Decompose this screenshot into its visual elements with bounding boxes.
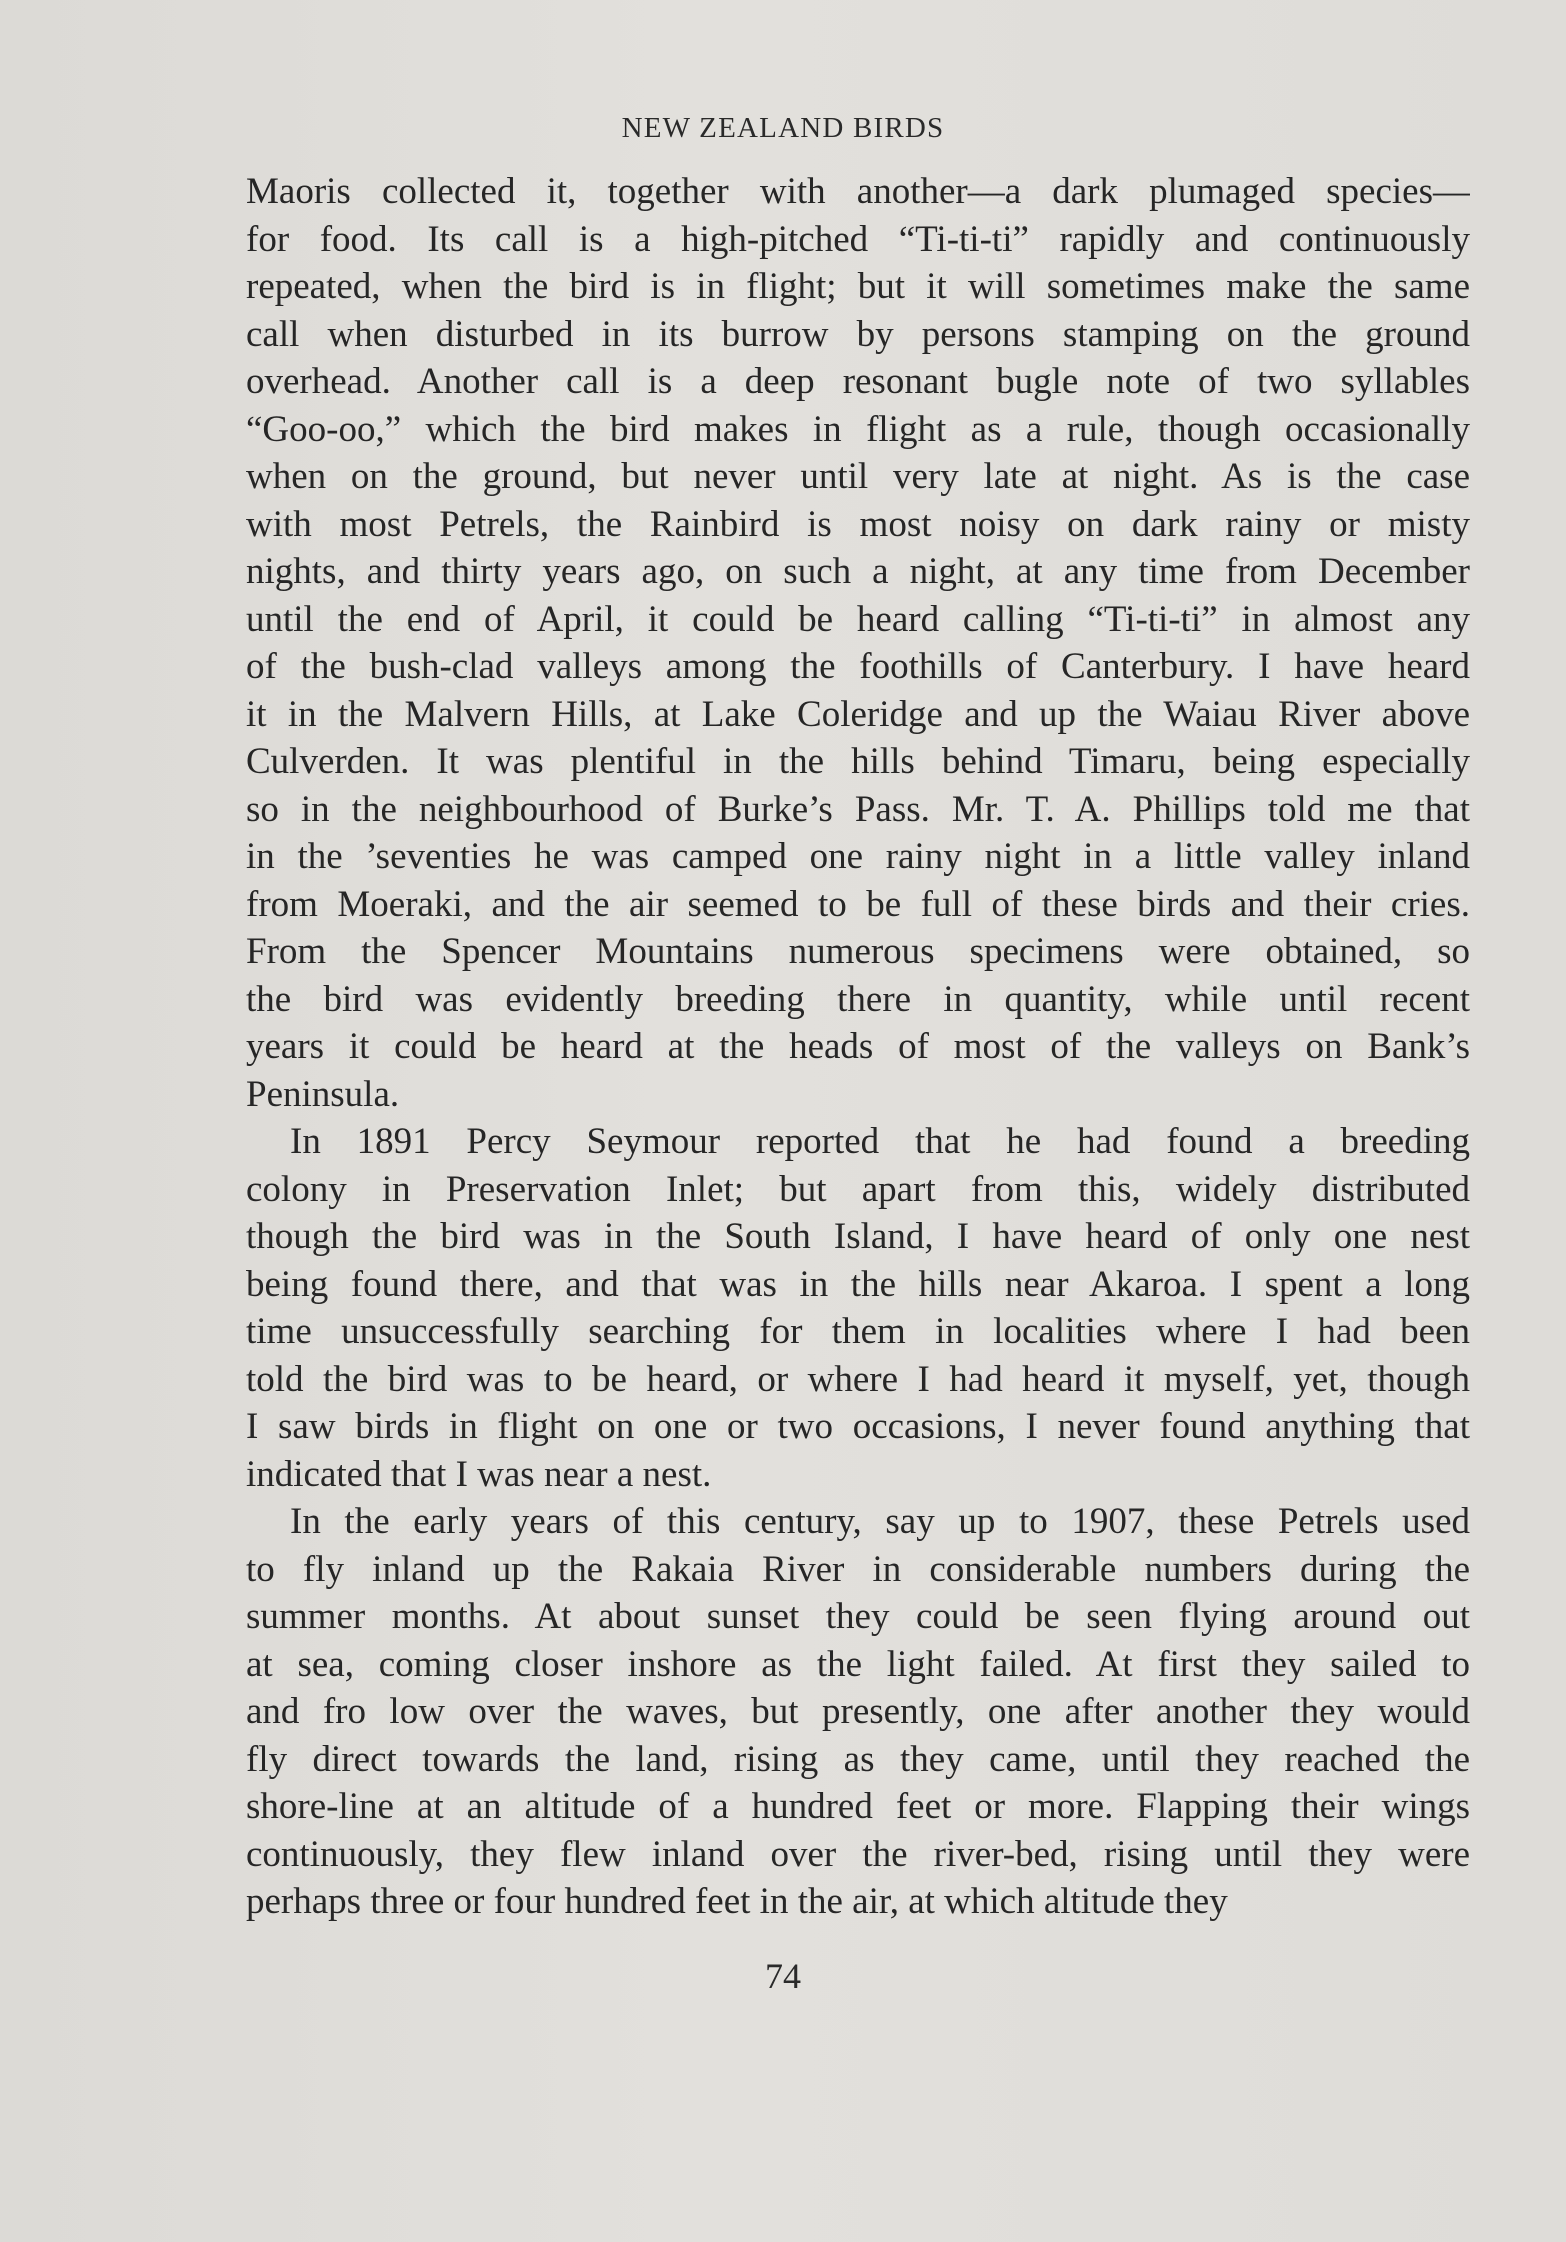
text-line: and fro low over the waves, but presently, one after another they would <box>246 1691 1470 1732</box>
body-text <box>246 168 1470 1926</box>
text-line: told the bird was to be heard, or where I had heard it myself, yet, though <box>246 1358 1470 1400</box>
text-line: from Moeraki, and the air seemed to be full of these birds and their cries. <box>246 883 1470 925</box>
text-line: the bird was evidently breeding there in quantity, while until recent <box>246 978 1470 1020</box>
text-line: years it could be heard at the heads of most of the valleys on Bank’s <box>246 1026 1470 1067</box>
text-line: From the Spencer Mountains numerous specimens were obtained, so <box>246 931 1470 972</box>
paragraph <box>246 168 1470 1118</box>
text-line: In 1891 Percy Seymour reported that he had found a breeding <box>290 1121 1470 1162</box>
text-line: colony in Preservation Inlet; but apart from this, widely distributed <box>246 1168 1470 1210</box>
text-line: indicated that I was near a nest. <box>246 1453 712 1495</box>
text-line: at sea, coming closer inshore as the light failed. At first they sailed to <box>246 1643 1470 1685</box>
text-line: In the early years of this century, say up to 1907, these Petrels used <box>290 1501 1470 1542</box>
text-line: in the ’seventies he was camped one rainy night in a little valley inland <box>246 836 1470 877</box>
text-line: repeated, when the bird is in flight; but it will sometimes make the same <box>246 266 1470 307</box>
text-line: of the bush-clad valleys among the foothills of Canterbury. I have heard <box>246 646 1470 687</box>
paragraph <box>246 1498 1470 1926</box>
paragraph <box>246 1118 1470 1498</box>
text-line: perhaps three or four hundred feet in the air, at which altitude they <box>246 1881 1228 1922</box>
text-line: for food. Its call is a high-pitched “Ti-ti-ti” rapidly and continuously <box>246 218 1470 260</box>
text-line: call when disturbed in its burrow by persons stamping on the ground <box>246 313 1470 355</box>
text-line: fly direct towards the land, rising as they came, until they reached the <box>246 1738 1470 1780</box>
text-line: Culverden. It was plentiful in the hills behind Timaru, being especially <box>246 741 1470 782</box>
text-line: Peninsula. <box>246 1073 400 1115</box>
text-line: to fly inland up the Rakaia River in considerable numbers during the <box>246 1548 1470 1590</box>
text-line: nights, and thirty years ago, on such a night, at any time from December <box>246 551 1470 592</box>
page-number: 74 <box>765 1956 801 1996</box>
running-head: NEW ZEALAND BIRDS <box>621 112 945 144</box>
text-line: time unsuccessfully searching for them in localities where I had been <box>246 1311 1470 1352</box>
text-line: shore-line at an altitude of a hundred feet or more. Flapping their wings <box>246 1786 1470 1827</box>
text-line: “Goo-oo,” which the bird makes in flight as a rule, though occasionally <box>246 408 1470 450</box>
text-line: it in the Malvern Hills, at Lake Coleridge and up the Waiau River above <box>246 693 1470 735</box>
text-line: continuously, they flew inland over the river-bed, rising until they were <box>246 1833 1470 1875</box>
text-line: when on the ground, but never until very late at night. As is the case <box>246 456 1470 497</box>
text-line: being found there, and that was in the hills near Akaroa. I spent a long <box>246 1263 1470 1305</box>
text-line: so in the neighbourhood of Burke’s Pass. Mr. T. A. Phillips told me that <box>246 788 1470 830</box>
text-line: Maoris collected it, together with another—a dark plumaged species— <box>246 171 1470 212</box>
text-line: with most Petrels, the Rainbird is most noisy on dark rainy or misty <box>246 503 1470 545</box>
text-line: summer months. At about sunset they could be seen flying around out <box>246 1596 1470 1637</box>
text-line: I saw birds in flight on one or two occasions, I never found anything that <box>246 1406 1470 1447</box>
text-line: overhead. Another call is a deep resonant bugle note of two syllables <box>246 361 1470 402</box>
text-line: though the bird was in the South Island, I have heard of only one nest <box>246 1216 1470 1257</box>
text-line: until the end of April, it could be heard calling “Ti-ti-ti” in almost any <box>246 598 1470 640</box>
